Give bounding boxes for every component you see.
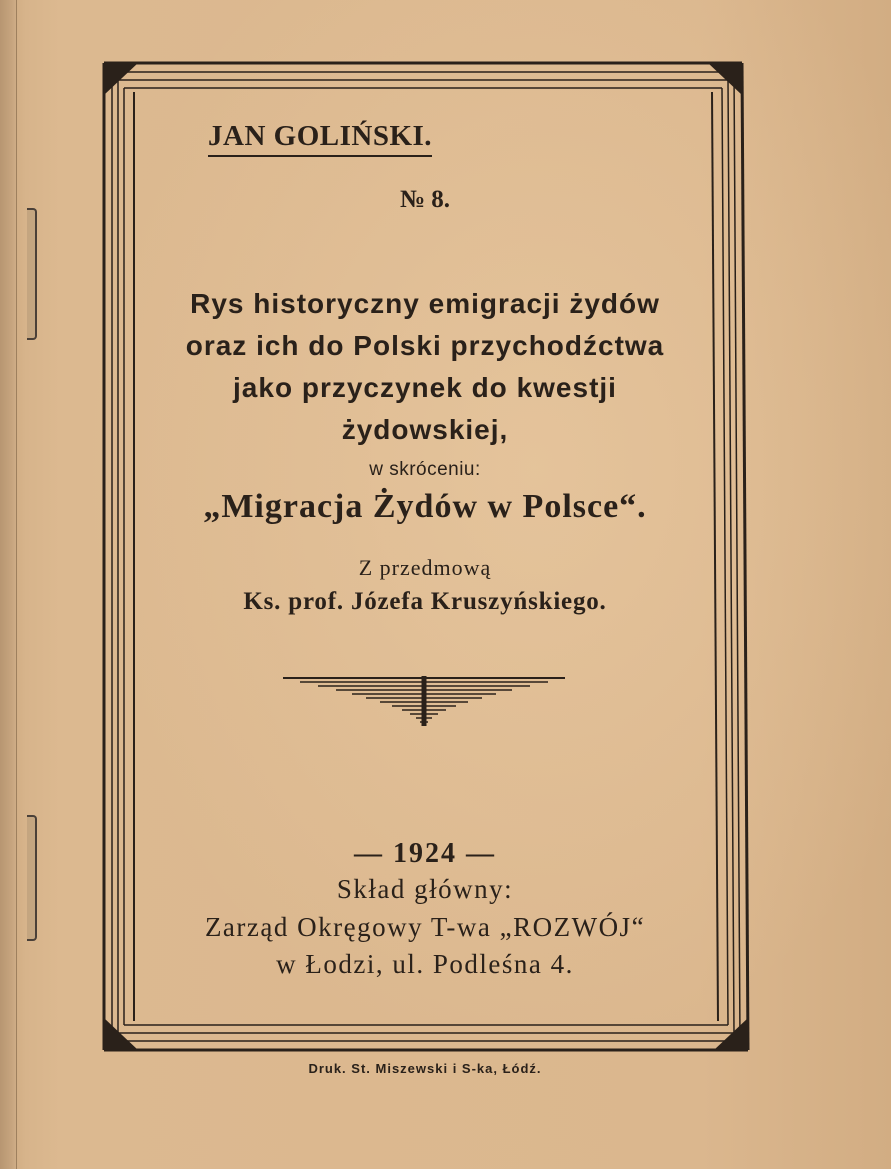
title-line: Rys historyczny emigracji żydów (190, 288, 660, 319)
publisher-line: Zarząd Okręgowy T-wa „ROZWÓJ“ (204, 912, 646, 942)
main-title (140, 283, 710, 451)
title-line: jako przyczynek do kwestji (233, 372, 617, 403)
publication-year: — 1924 — (354, 838, 496, 869)
preface-author: Ks. prof. Józefa Kruszyńskiego. (243, 588, 607, 615)
publisher-line: Skład główny: (336, 874, 514, 904)
short-title: „Migracja Żydów w Polsce“. (203, 488, 647, 525)
title-line: żydowskiej, (341, 414, 509, 445)
printer-credit: Druk. St. Miszewski i S-ka, Łódź. (308, 1061, 542, 1076)
short-title-label: w skróceniu: (369, 459, 481, 480)
issue-number: № 8. (399, 186, 451, 213)
publisher-line: w Łodzi, ul. Podleśna 4. (276, 949, 574, 979)
author-name: JAN GOLIŃSKI. (208, 120, 432, 157)
preface-label: Z przedmową (358, 555, 492, 580)
ornament-divider (283, 676, 565, 726)
title-line: oraz ich do Polski przychodźctwa (185, 330, 665, 361)
